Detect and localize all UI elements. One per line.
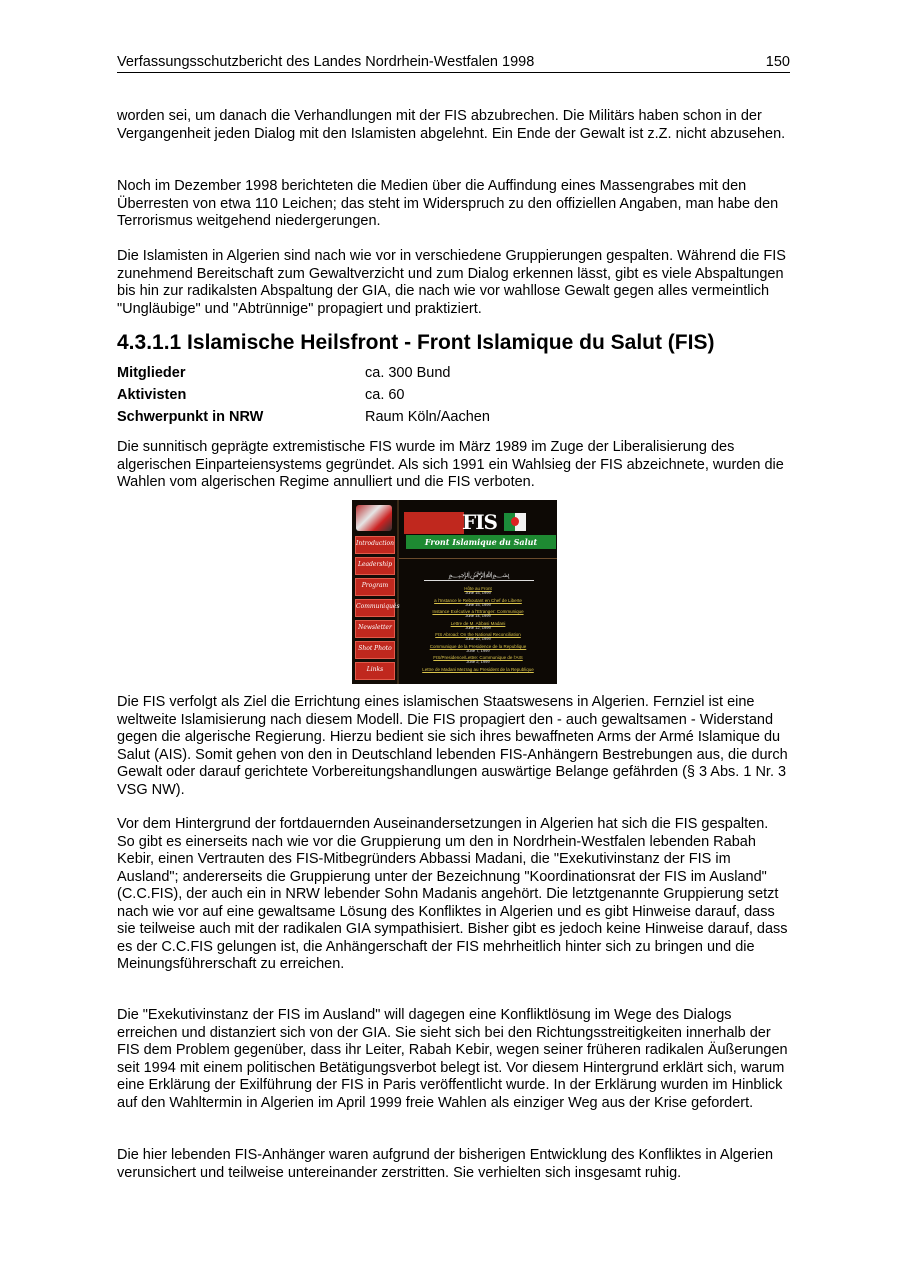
news-date: June 12, 1999 (465, 624, 491, 630)
website-banner (404, 505, 554, 551)
fact-row (117, 386, 790, 408)
news-item (402, 632, 554, 642)
paragraph: Die Islamisten in Algerien sind nach wie vor in verschiedene Gruppierungen gespalten. Während die FIS zunehmend Bereitschaft zum Gewaltverzicht und zum Dialog erkennen lässt, gibt es viele Abspaltungen bis hin zur radikalsten Abspaltung der GIA, die nach wie vor wahllose Gewalt gegen alles vermeintlich "Ungläubige" und "Abtrünnige" propagiert und praktiziert. (117, 248, 786, 317)
website-news-list (402, 586, 554, 674)
website-menu-item: Program (355, 578, 395, 596)
website-menu-item: Leadership (355, 557, 395, 575)
fact-value: Raum Köln/Aachen (365, 409, 490, 425)
news-item (402, 598, 554, 608)
news-date: June 2, 1999 (466, 659, 490, 664)
news-date: June 14, 1999 (465, 613, 491, 618)
fis-website-screenshot (352, 500, 557, 684)
fact-value: ca. 60 (365, 387, 405, 403)
page-header (117, 52, 790, 73)
page-number: 150 (765, 54, 790, 70)
paragraph: Noch im Dezember 1998 berichteten die Medien über die Auffindung eines Massengrabes mit den Überresten von etwa 110 Leichen; das steht im Widerspruch zu den offiziellen Angaben, man habe den Terrorismus weitgehend niedergerungen. (117, 178, 779, 229)
fact-value: ca. 300 Bund (365, 365, 451, 381)
paragraph: worden sei, um danach die Verhandlungen mit der FIS abzubrechen. Die Militärs haben schon in der Vergangenheit jeden Dialog mit den Islamisten abgelehnt. Ein Ende der Gewalt ist z.Z. nicht abzusehen. (117, 108, 786, 142)
news-item (402, 644, 554, 654)
banner-title: FIS (462, 510, 497, 534)
news-date: June 15, 1999 (465, 601, 491, 607)
website-menu (355, 536, 400, 683)
facts-table (117, 364, 790, 430)
news-link: a l'Instance le Reboutant en Chef de Liberte (434, 597, 522, 603)
paragraph: Die hier lebenden FIS-Anhänger waren aufgrund der bisherigen Entwicklung des Konfliktes in Algerien verunsichert und teilweise untereinander zerstritten. Sie verhielten sich insgesamt ruhig. (117, 1147, 774, 1181)
news-link: Lettre de M. Abbasi Madani (450, 620, 506, 626)
fis-logo-icon (356, 505, 392, 531)
algerian-flag-icon (504, 513, 526, 531)
news-item (402, 609, 554, 619)
paragraph: Die "Exekutivinstanz der FIS im Ausland" will dagegen eine Konfliktlösung im Wege des Dialogs erreichen und distanziert sich von der GIA. Sie sieht sich bei den Richtungsstreitigkeiten innerhalb der FIS dem Problem gegenüber, dass ihr Leiter, Rabah Kebir, wegen seiner früheren radikalen Äußerungen seit 1994 mit einem politischen Betätigungsverbot belegt ist. Vor diesem Hintergrund erklärt sich, warum eine Erklärung der Exilführung der FIS in Paris veröffentlicht wurde. In der Erklärung wurden im Hinblick auf den Wahltermin in Algerien im April 1999 freie Wahlen als einziger Weg aus der Krise gefordert. (117, 1007, 788, 1111)
news-date: June 7, 1999 (466, 647, 490, 653)
section-intro: Die sunnitisch geprägte extremistische FIS wurde im März 1989 im Zuge der Liberalisierung des algerischen Einparteiensystems gegründet. Als sich 1991 ein Wahlsieg der FIS abzeichnete, wurden die Wahlen vom algerischen Regime annulliert und die FIS verboten. (117, 439, 784, 490)
calligraphy-icon: ﷽ (424, 570, 534, 581)
website-menu-item: Introduction (355, 536, 395, 554)
news-item (402, 655, 554, 665)
news-item (402, 621, 554, 631)
fact-row (117, 364, 790, 386)
news-link: FIS/Presidence/Lettre: Communique de l'AIS (433, 655, 523, 660)
fact-row (117, 408, 790, 430)
website-sidebar (352, 500, 399, 684)
news-link: Lettre de Madani Mezrag au President de la Republique (422, 666, 534, 672)
news-link: Instance Exécutive a l'Etranger: Communique (432, 609, 524, 614)
news-date: June 10, 1999 (465, 636, 491, 641)
news-date: June 15, 1999 (465, 590, 491, 595)
divider (399, 558, 557, 559)
news-link: Communique de la Presidence de la Republique (429, 643, 527, 649)
website-menu-item: Communiqués (355, 599, 395, 617)
website-menu-item: Links (355, 662, 395, 680)
fact-label: Mitglieder (117, 365, 186, 381)
news-link: FIS Abroad: On the National Reconciliation (435, 632, 521, 637)
website-menu-item: Newsletter (355, 620, 395, 638)
paragraph: Vor dem Hintergrund der fortdauernden Auseinandersetzungen in Algerien hat sich die FIS gespalten. So gibt es einerseits nach wie vor die Gruppierung um den in Nordrhein-Westfalen lebenden Rabah Kebir, einen Vertrauten des FIS-Mitbegründers Abbassi Madani, die "Exekutivinstanz der FIS im Ausland"; andererseits die Gruppierung unter der Bezeichnung "Koordinationsrat der FIS im Ausland" (C.C.FIS), der auch ein in NRW lebender Sohn Madanis angehört. Die letztgenannte Gruppierung setzt nach wie vor auf eine gewaltsame Lösung des Konfliktes in Algerien und es gibt Hinweise darauf, dass sie teilweise auch mit der radikalen GIA sympathisiert. Bisher gibt es jedoch keine Hinweise darauf, dass es der C.C.FIS gelungen ist, die Anhängerschaft der FIS mehrheitlich hinter sich zu bringen und die Meinungsführerschaft zu erreichen. (117, 816, 788, 972)
website-menu-item: Shot Photo (355, 641, 395, 659)
news-link: Hôte au Front (464, 586, 492, 591)
section-heading: 4.3.1.1 Islamische Heilsfront - Front Islamique du Salut (FIS) (117, 331, 715, 354)
fact-label: Aktivisten (117, 387, 187, 403)
news-item (402, 586, 554, 596)
header-title: Verfassungsschutzbericht des Landes Nordrhein-Westfalen 1998 (117, 54, 535, 70)
banner-red-block (404, 512, 464, 534)
paragraph: Die FIS verfolgt als Ziel die Errichtung eines islamischen Staatswesens in Algerien. Fernziel ist eine weltweite Islamisierung nach diesem Modell. Die FIS propagiert den - auch gewaltsamen - Widerstand gegen die algerische Regierung. Hierzu bedient sie sich ihres bewaffneten Arms der Armé Islamique du Salut (AIS). Somit gehen von den in Deutschland lebenden FIS-Anhängern Bestrebungen aus, die durch Gewalt oder darauf gerichtete Vorbereitungshandlungen auswärtige Belange gefährden (§ 3 Abs. 1 Nr. 3 VSG NW). (117, 694, 788, 798)
fact-label: Schwerpunkt in NRW (117, 409, 264, 425)
news-item (402, 667, 554, 672)
banner-subtitle: Front Islamique du Salut (406, 535, 556, 549)
